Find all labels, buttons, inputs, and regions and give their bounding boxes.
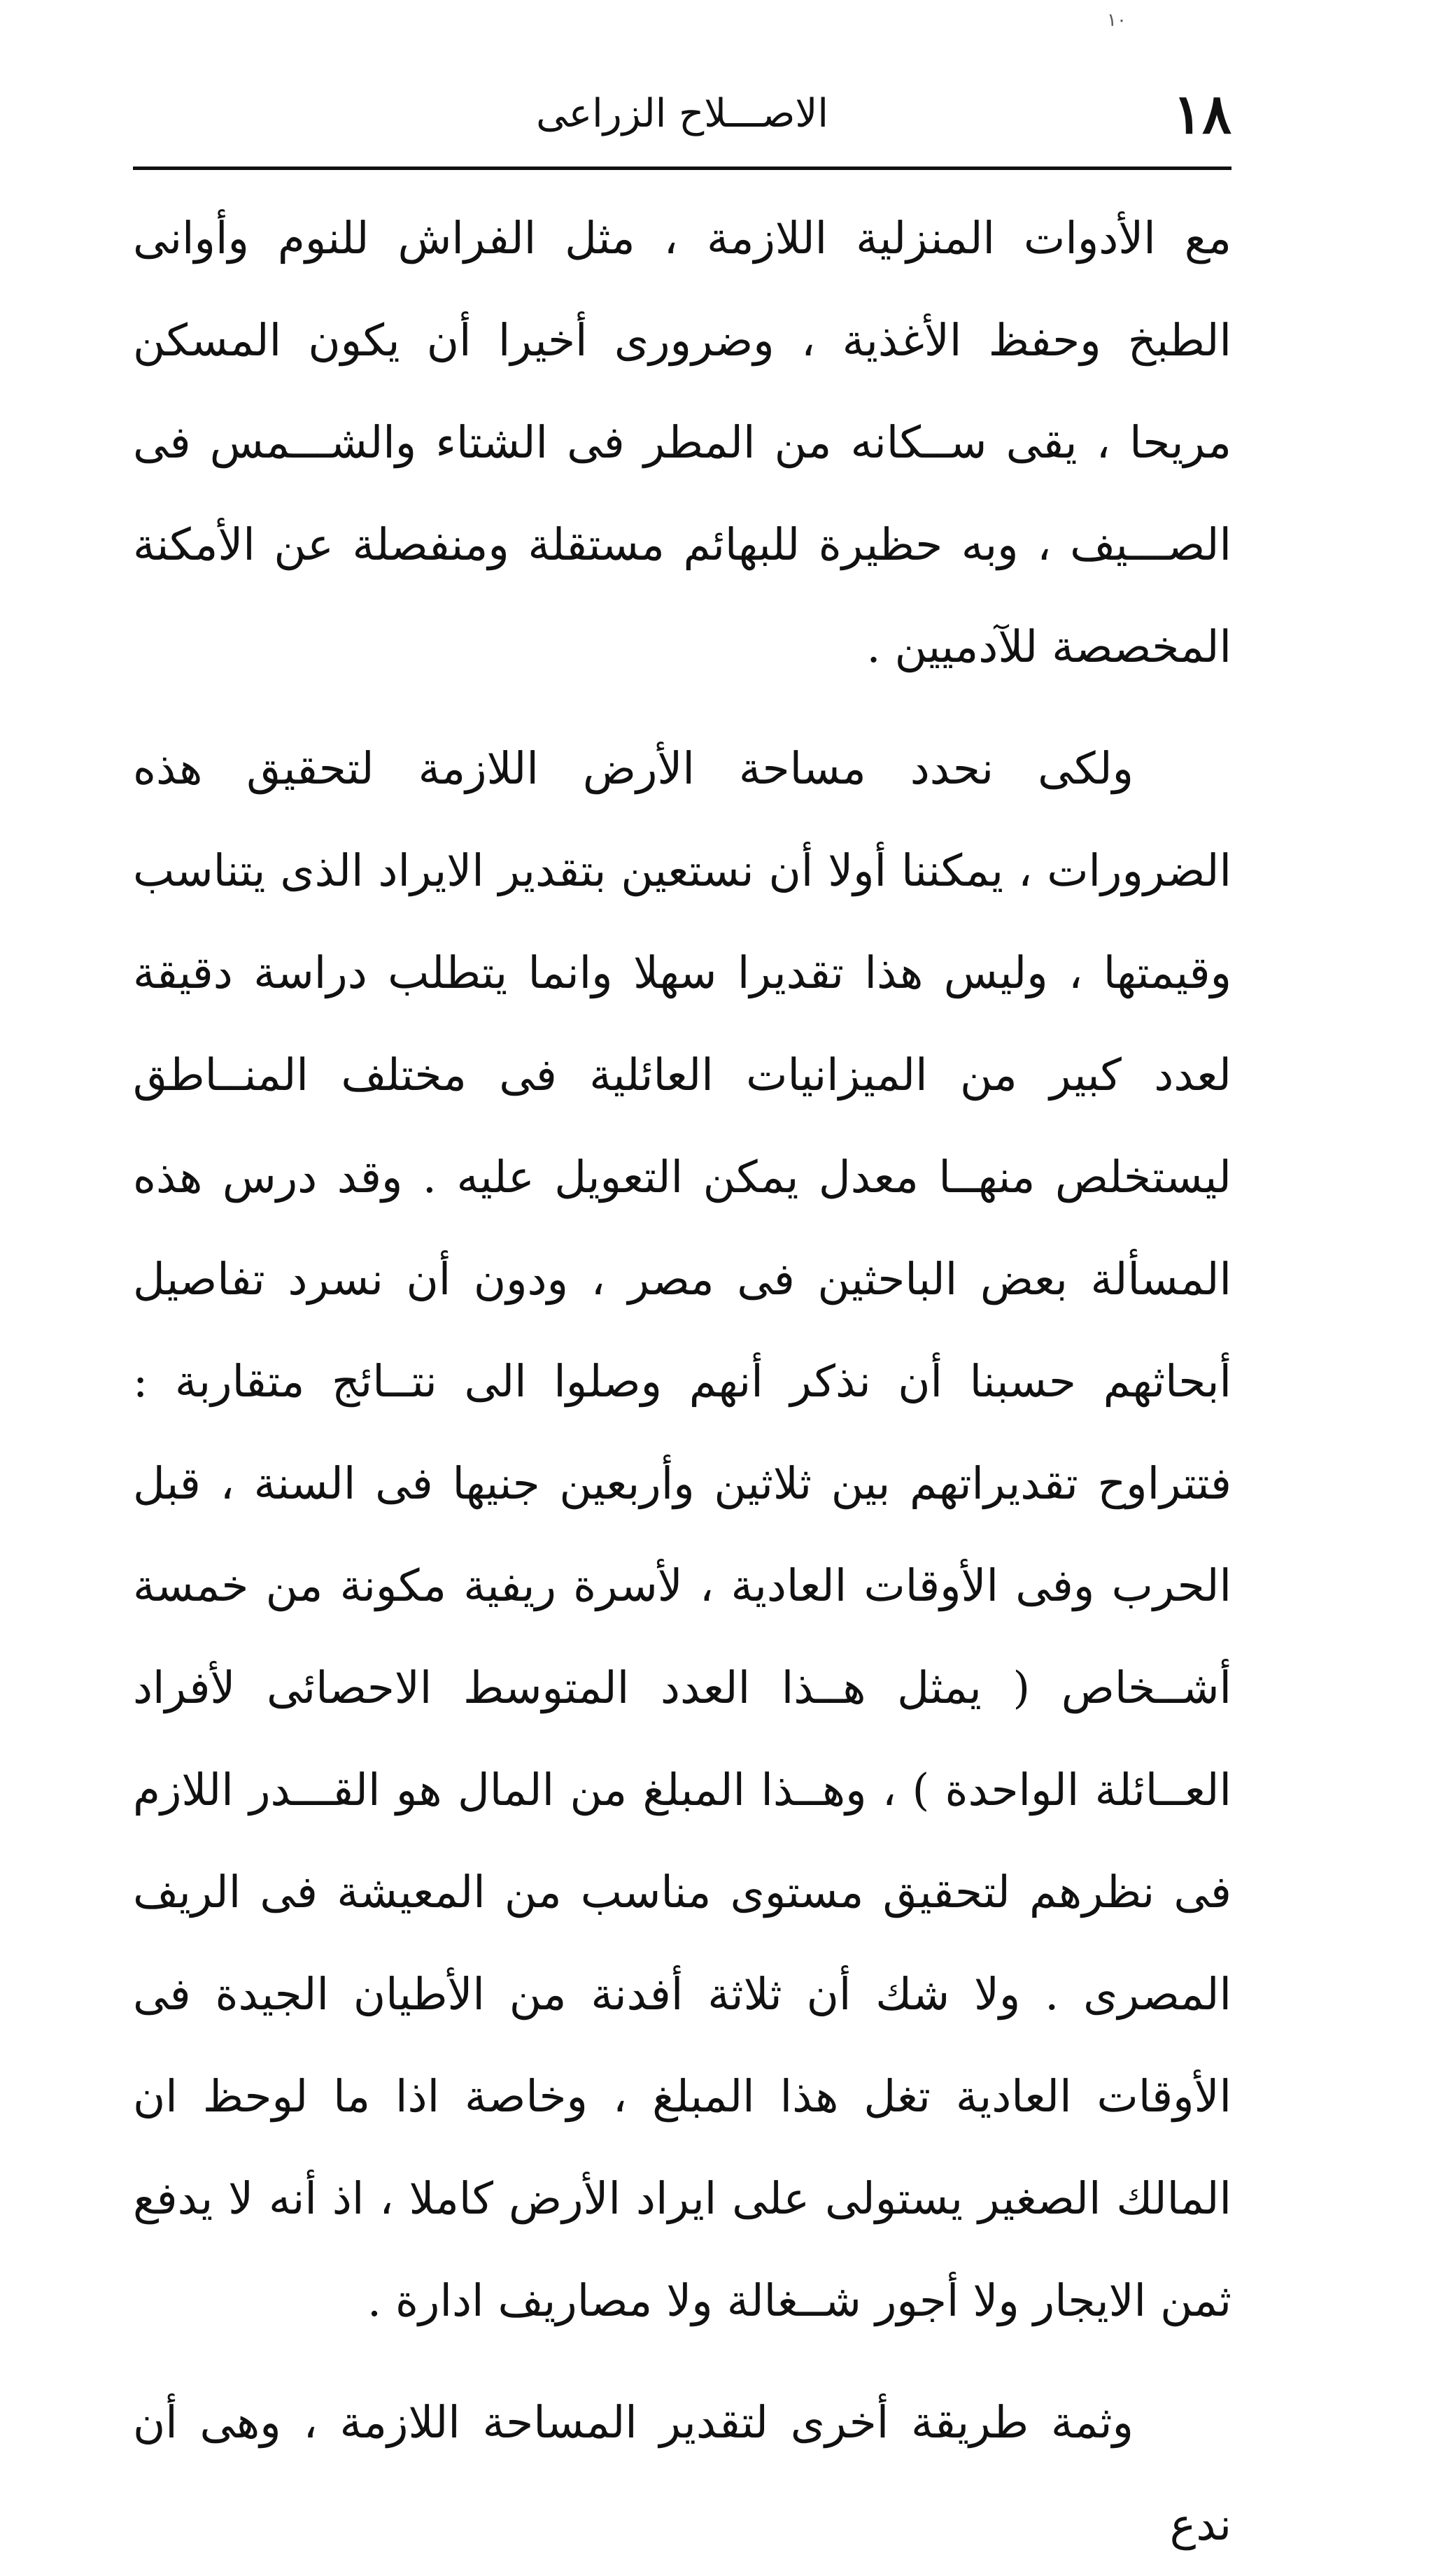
header-rule	[133, 167, 1231, 170]
running-header	[133, 77, 1231, 168]
paragraph-2: ولكى نحدد مساحة الأرض اللازمة لتحقيق هذه الضرورات ، يمكننا أولا أن نستعين بتقدير الايراد الذى يتناسب وقيمتها ، وليس هذا تقديرا سهلا وانما يتطلب دراسة دقيقة لعدد كبير من الميزانيات العائلية فى مختلف المنــاطق ليستخلص منهــا معدل يمكن التعويل عليه . وقد درس هذه المسألة بعض الباحثين فى مصر ، ودون أن نسرد تفاصيل أبحاثهم حسبنا أن نذكر أنهم وصلوا الى نتــائج متقاربة : فتتراوح تقديراتهم بين ثلاثين وأربعين جنيها فى السنة ، قبل الحرب وفى الأوقات العادية ، لأسرة ريفية مكونة من خمسة أشــخاص ( يمثل هــذا العدد المتوسط الاحصائى لأفراد العــائلة الواحدة ) ، وهــذا المبلغ من المال هو القـــدر اللازم فى نظرهم لتحقيق مستوى مناسب من المعيشة فى الريف المصرى . ولا شك أن ثلاثة أفدنة من الأطيان الجيدة فى الأوقات العادية تغل هذا المبلغ ، وخاصة اذا ما لوحظ ان المالك الصغير يستولى على ايراد الأرض كاملا ، اذ أنه لا يدفع ثمن الايجار ولا أجور شــغالة ولا مصاريف ادارة .	[133, 743, 1231, 2326]
page-number: ١٨	[1173, 83, 1231, 146]
top-margin-mark: ١٠	[1107, 10, 1127, 31]
paragraph-3: وثمة طريقة أخرى لتقدير المساحة اللازمة ، وهى أن ندع	[133, 2397, 1231, 2550]
body-text	[133, 187, 1231, 2576]
paragraph-1: مع الأدوات المنزلية اللازمة ، مثل الفراش للنوم وأوانى الطبخ وحفظ الأغذية ، وضرورى أخيرا أن يكون المسكن مريحا ، يقى ســكانه من المطر فى الشتاء والشـــمس فى الصـــيف ، وبه حظيرة للبهائم مستقلة ومنفصلة عن الأمكنة المخصصة للآدميين .	[133, 213, 1231, 672]
running-title: الاصـــلاح الزراعى	[536, 91, 828, 136]
